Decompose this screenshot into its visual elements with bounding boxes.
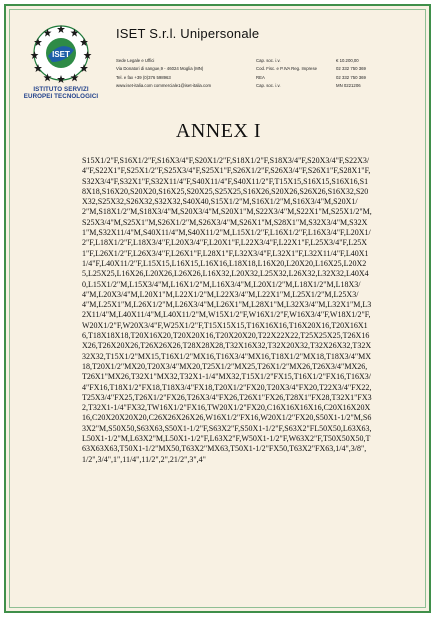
info-right-line: € 10.200,00 bbox=[336, 58, 359, 63]
logo-caption-line2: EUROPEI TECNOLOGICI bbox=[23, 93, 99, 101]
info-left-line: www.iset-italia.com commerciale1@iset-italia.com bbox=[116, 83, 212, 89]
company-name: ISET S.r.l. Unipersonale bbox=[116, 26, 260, 41]
info-right-line: 02 332 750 369 bbox=[336, 66, 366, 72]
info-right-line: MN 0221206 bbox=[336, 83, 361, 89]
info-mid-line: Cap. soc. i.v. bbox=[256, 58, 281, 63]
company-address-block bbox=[116, 57, 246, 91]
info-right-line: 02 332 750 369 bbox=[336, 74, 366, 80]
iset-logo-icon bbox=[30, 22, 92, 84]
svg-text:ISET: ISET bbox=[52, 50, 70, 59]
company-registry-labels bbox=[256, 57, 336, 91]
annex-body-text: S15X1/2"F,S16X1/2"F,S16X3/4"F,S20X1/2"F,S18X1/2"F,S18X3/4"F,S20X3/4"F,S22X3/4"F,S22X1"F,S25X1/2"F,S25X3/4"F,S25X1"F,S26X1/2"F,S26X3/4"F,S26X1"F,S28X1"F,S32X3/4"F,S32X1"F,S32X11/4"F,S40X11/4"F,S40X11/2"F,T15X15,S16X15,S16X16,S18X18,S16X20,S20X20,S16X25,S20X25,S25X25,S16X26,S20X26,S26X26,S16X32,S20X32,S25X32,S26X32,S32X32,S40X40,S15X1/2"M,S16X1/2"M,S16X3/4"M,S20X1/2"M,S18X1/2"M,S18X3/4"M,S20X3/4"M,S20X1"M,S22X3/4"M,S22X1"M,S25X1/2"M,S25X3/4"M,S25X1"M,S26X1/2"M,S26X3/4"M,S26X1"M,S28X1"M,S32X3/4"M,S32X1"M,S32X11/4"M,S40X11/4"M,S40X11/2"M,L15X1/2"F,L16X1/2"F,L16X3/4"F,L20X1/2"F,L18X1/2"F,L18X3/4"F,L20X3/4"F,L20X1"F,L22X3/4"F,L22X1"F,L25X3/4"F,L25X1"F,L26X1/2"F,L26X3/4"F,L26X1"F,L28X1"F,L32X3/4"F,L32X1"F,L32X11/4"F,L40X11/4"F,L40X11/2"F,L15X15,L16X15,L16X16,L18X18,L16X20,L20X20,L16X25,L20X25,L25X25,L16X26,L20X26,L26X26,L16X32,L20X32,L25X32,L26X32,L32X32,L40X40,L15X1/2"M,L15X3/4"M,L16X1/2"M,L16X3/4"M,L20X1/2"M,L18X1/2"M,L18X3/4"M,L20X3/4"M,L20X1"M,L22X1/2"M,L22X3/4"M,L22X1"M,L25X1/2"M,L25X3/4"M,L25X1"M,L26X1/2"M,L26X3/4"M,L26X1"M,L28X1"M,L32X3/4"M,L32X1"M,L32X11/4"M,L40X11/4"M,L40X11/2"M,W15X1/2"F,W16X1/2"F,W16X3/4"F,W18X1/2"F,W20X1/2"F,W20X3/4"F,W25X1/2"F,T15X15X15,T16X16X16,T16X20X16,T20X16X16,T18X18X18,T20X16X20,T20X20X16,T20X20X20,T22X22X22,T25X25X25,T26X16X26,T26X20X26,T26X26X26,T28X28X28,T32X16X32,T32X20X32,T32X26X32,T32X32X32,T15X1/2"MX15,T16X1/2"MX16,T16X3/4"MX16,T18X1/2"MX18,T18X3/4"MX18,T20X1/2"MX20,T20X3/4"MX20,T25X1/2"MX25,T26X1/2"MX26,T26X3/4"MX26,T26X1"MX26,T32X1"MX32,T32X1-1/4"MX32,T15X1/2"FX15,T16X1/2"FX16,T16X3/4"FX16,T18X1/2"FX18,T18X3/4"FX18,T20X1/2"FX20,T20X3/4"FX20,T22X3/4"FX22,T25X3/4"FX25,T26X1/2"FX26,T26X3/4"FX26,T26X1"FX26,T28X1"FX28,T32X1"FX32,T32X1-1/4"FX32,TW16X1/2"FX16,TW20X1/2"FX20,C16X16X16X16,C20X16X20X16,C20X20X20X20,C26X26X26X26,W16X1/2"FX16,W20X1/2"FX20,S50X1-1/2"M,S63X2"M,S50X50,S63X63,S50X1-1/2"F,S63X2"F,S50X1-1/2"F,S63X2"FL50X50,L63X63,L50X1-1/2"M,L63X2"M,L50X1-1/2"F,L63X2"F,W50X1-1/2"F,W63X2"F,T50X50X50,T63X63X63,T50X1-1/2"MX50,T63X2"MX63,T50X1-1/2"FX50,T63X2"FX63,1/4",3/8",1/2",3/4",1",11/4",11/2",2",21/2",3",4" bbox=[82, 156, 372, 464]
info-mid-line: REA bbox=[256, 74, 265, 80]
info-mid-line: Cod. Fisc. e P.IVA Reg. Imprese bbox=[256, 66, 317, 72]
info-mid-line: Cap. soc. i.v. bbox=[256, 83, 281, 89]
info-left-line: Sede Legale e Uffici bbox=[116, 58, 155, 63]
info-left-line: Via Donatori di sangue,9 - 46024 Moglia (MN) bbox=[116, 66, 204, 72]
logo-caption-line1: ISTITUTO SERVIZI bbox=[33, 86, 89, 93]
annex-title: ANNEX I bbox=[175, 120, 262, 142]
logo-caption bbox=[18, 86, 104, 100]
company-registry-values bbox=[336, 57, 406, 91]
info-left-line: Tel. e fax +39 (0)376 598963 bbox=[116, 74, 171, 80]
